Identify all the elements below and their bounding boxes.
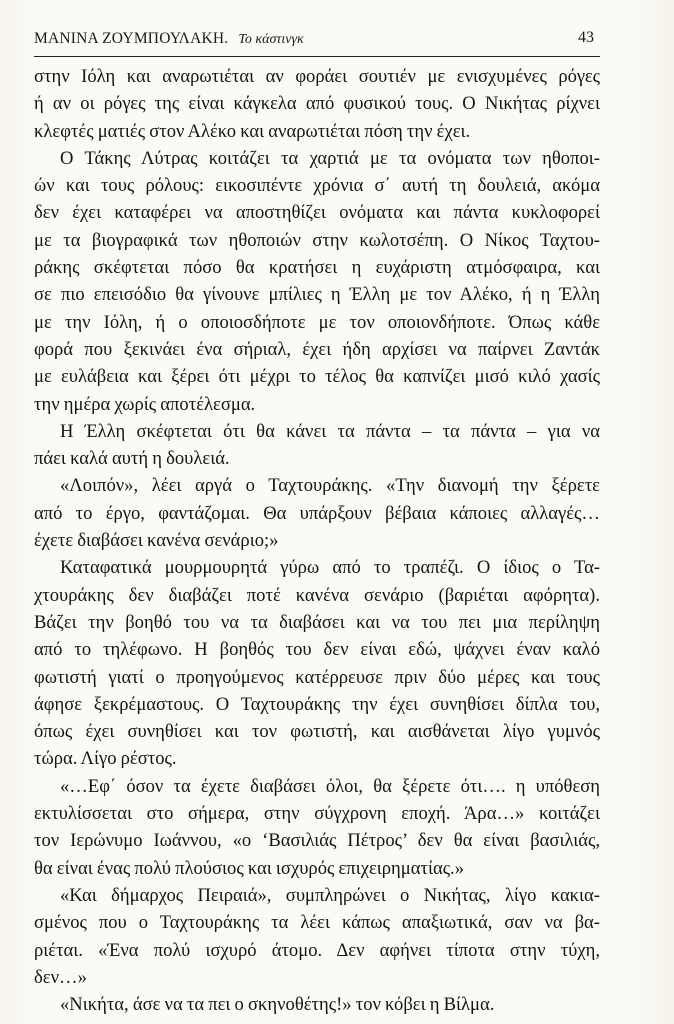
paragraph [34, 773, 600, 882]
text-line: «Και δήμαρχος Πειραιά», συμπληρώνει ο Νικήτας, λίγο κακια- [60, 884, 600, 906]
text-line: Βάζει την βοηθό του να τα διαβάσει και να του πει μια περίληψη [34, 611, 600, 633]
text-line: έχετε διαβάσει κανένα σενάριο;» [34, 530, 279, 552]
text-line: όπως έχει συνηθίσει και τον φωτιστή, και αισθάνεται λίγο γυμνός [34, 721, 600, 743]
paragraph [34, 145, 600, 418]
text-line: χτουράκης δεν διαβάζει ποτέ κανένα σενάριο (βαριέται αφόρητα). [34, 584, 600, 606]
text-line: κλεφτές ματιές στον Αλέκο και αναρωτιέται πόση την έχει. [34, 120, 471, 142]
text-line: εκτυλίσσεται στο σήμερα, στην σύγχρονη εποχή. Άρα…» κοιτάζει [34, 803, 600, 825]
text-line: Ο Τάκης Λύτρας κοιτάζει τα χαρτιά με τα ονόματα των ηθοποι- [60, 147, 600, 169]
text-line: τώρα. Λίγο ρέστος. [34, 748, 177, 770]
text-line: θα είναι ένας πολύ πλούσιος και ισχυρός επιχειρηματίας.» [34, 857, 465, 879]
body-text [34, 63, 600, 1018]
text-line: φωτιστή γιατί ο προηγούμενος κατέρρευσε πριν δύο μέρες και τους [34, 666, 600, 688]
paragraph [34, 418, 600, 473]
text-line: σε πιο επεισόδιο θα γίνουνε μπίλιες η Έλλη με τον Αλέκο, ή η Έλλη [34, 284, 600, 306]
text-line: από το τηλέφωνο. Η βοηθός του δεν είναι εδώ, ψάχνει έναν καλό [34, 639, 600, 661]
running-head [34, 30, 594, 52]
text-line: ή αν οι ρόγες της είναι κάγκελα από φυσικού τους. Ο Νικήτας ρίχνει [34, 93, 600, 115]
text-line: σμένος που ο Ταχτουράκης τα λέει κάπως απαξιωτικά, σαν να βα- [34, 912, 600, 934]
text-line: ριέται. «Ένα πολύ ισχυρό άτομο. Δεν αφήνει τίποτα στην τύχη, [34, 939, 600, 961]
paragraph [34, 554, 600, 772]
text-line: ών και τους ρόλους: εικοσιπέντε χρόνια σ΄ αυτή τη δουλειά, ακόμα [34, 175, 600, 197]
text-line: με τα βιογραφικά των ηθοποιών στην κωλοτσέπη. Ο Νίκος Ταχτου- [34, 229, 600, 251]
paragraph [34, 472, 600, 554]
text-line: την ημέρα χωρίς αποτέλεσμα. [34, 393, 256, 415]
page-number: 43 [578, 29, 594, 46]
book-title: Το κάστινγκ [238, 32, 304, 47]
author-name: ΜΑΝΙΝΑ ΖΟΥΜΠΟΥΛΑΚΗ. [34, 30, 229, 47]
paragraph [34, 991, 600, 1018]
text-line: «Λοιπόν», λέει αργά ο Ταχτουράκης. «Την διανομή την ξέρετε [60, 475, 600, 497]
text-line: δεν έχει καταφέρει να αποστηθίζει ονόματα και πάντα κυκλοφορεί [34, 202, 600, 224]
text-line: τον Ιερώνυμο Ιωάννου, «ο ‘Βασιλιάς Πέτρος’ δεν θα είναι βασιλιάς, [34, 830, 600, 852]
text-line: ράκης σκέφτεται πόσο θα κρατήσει η ευχάριστη ατμόσφαιρα, και [34, 257, 600, 279]
text-line: δεν…» [34, 966, 87, 988]
text-line: στην Ιόλη και αναρωτιέται αν φοράει σουτιέν με ενισχυμένες ρόγες [34, 66, 600, 87]
text-line: με ευλάβεια και ξέρει ότι μέχρι το τέλος θα καπνίζει μισό κιλό χασίς [34, 366, 600, 388]
text-line: με την Ιόλη, ή ο οποιοσδήποτε με τον οποιονδήποτε. Όπως κάθε [34, 311, 600, 333]
header-rule [34, 56, 600, 57]
text-line: Καταφατικά μουρμουρητά γύρω από το τραπέζι. Ο ίδιος ο Τα- [60, 557, 600, 579]
text-line: «Νικήτα, άσε να τα πει ο σκηνοθέτης!» τον κόβει η Βίλμα. [60, 994, 495, 1016]
text-line: Η Έλλη σκέφτεται ότι θα κάνει τα πάντα – τα πάντα – για να [60, 420, 600, 442]
paragraph [34, 882, 600, 991]
text-line: άφησε ξεκρέμαστους. Ο Ταχτουράκης την έχει συνηθίσει δίπλα του, [34, 693, 600, 715]
text-line: φορά που ξεκινάει ένα σήριαλ, έχει ήδη αρχίσει να παίρνει Ζαντάκ [34, 338, 600, 360]
text-line: από το έργο, φαντάζομαι. Θα υπάρξουν βέβαια κάποιες αλλαγές… [34, 502, 600, 524]
text-line: «…Εφ΄ όσον τα έχετε διαβάσει όλοι, θα ξέρετε ότι…. η υπόθεση [60, 775, 600, 797]
paragraph [34, 63, 600, 145]
text-line: πάει καλά αυτή η δουλειά. [34, 448, 230, 470]
